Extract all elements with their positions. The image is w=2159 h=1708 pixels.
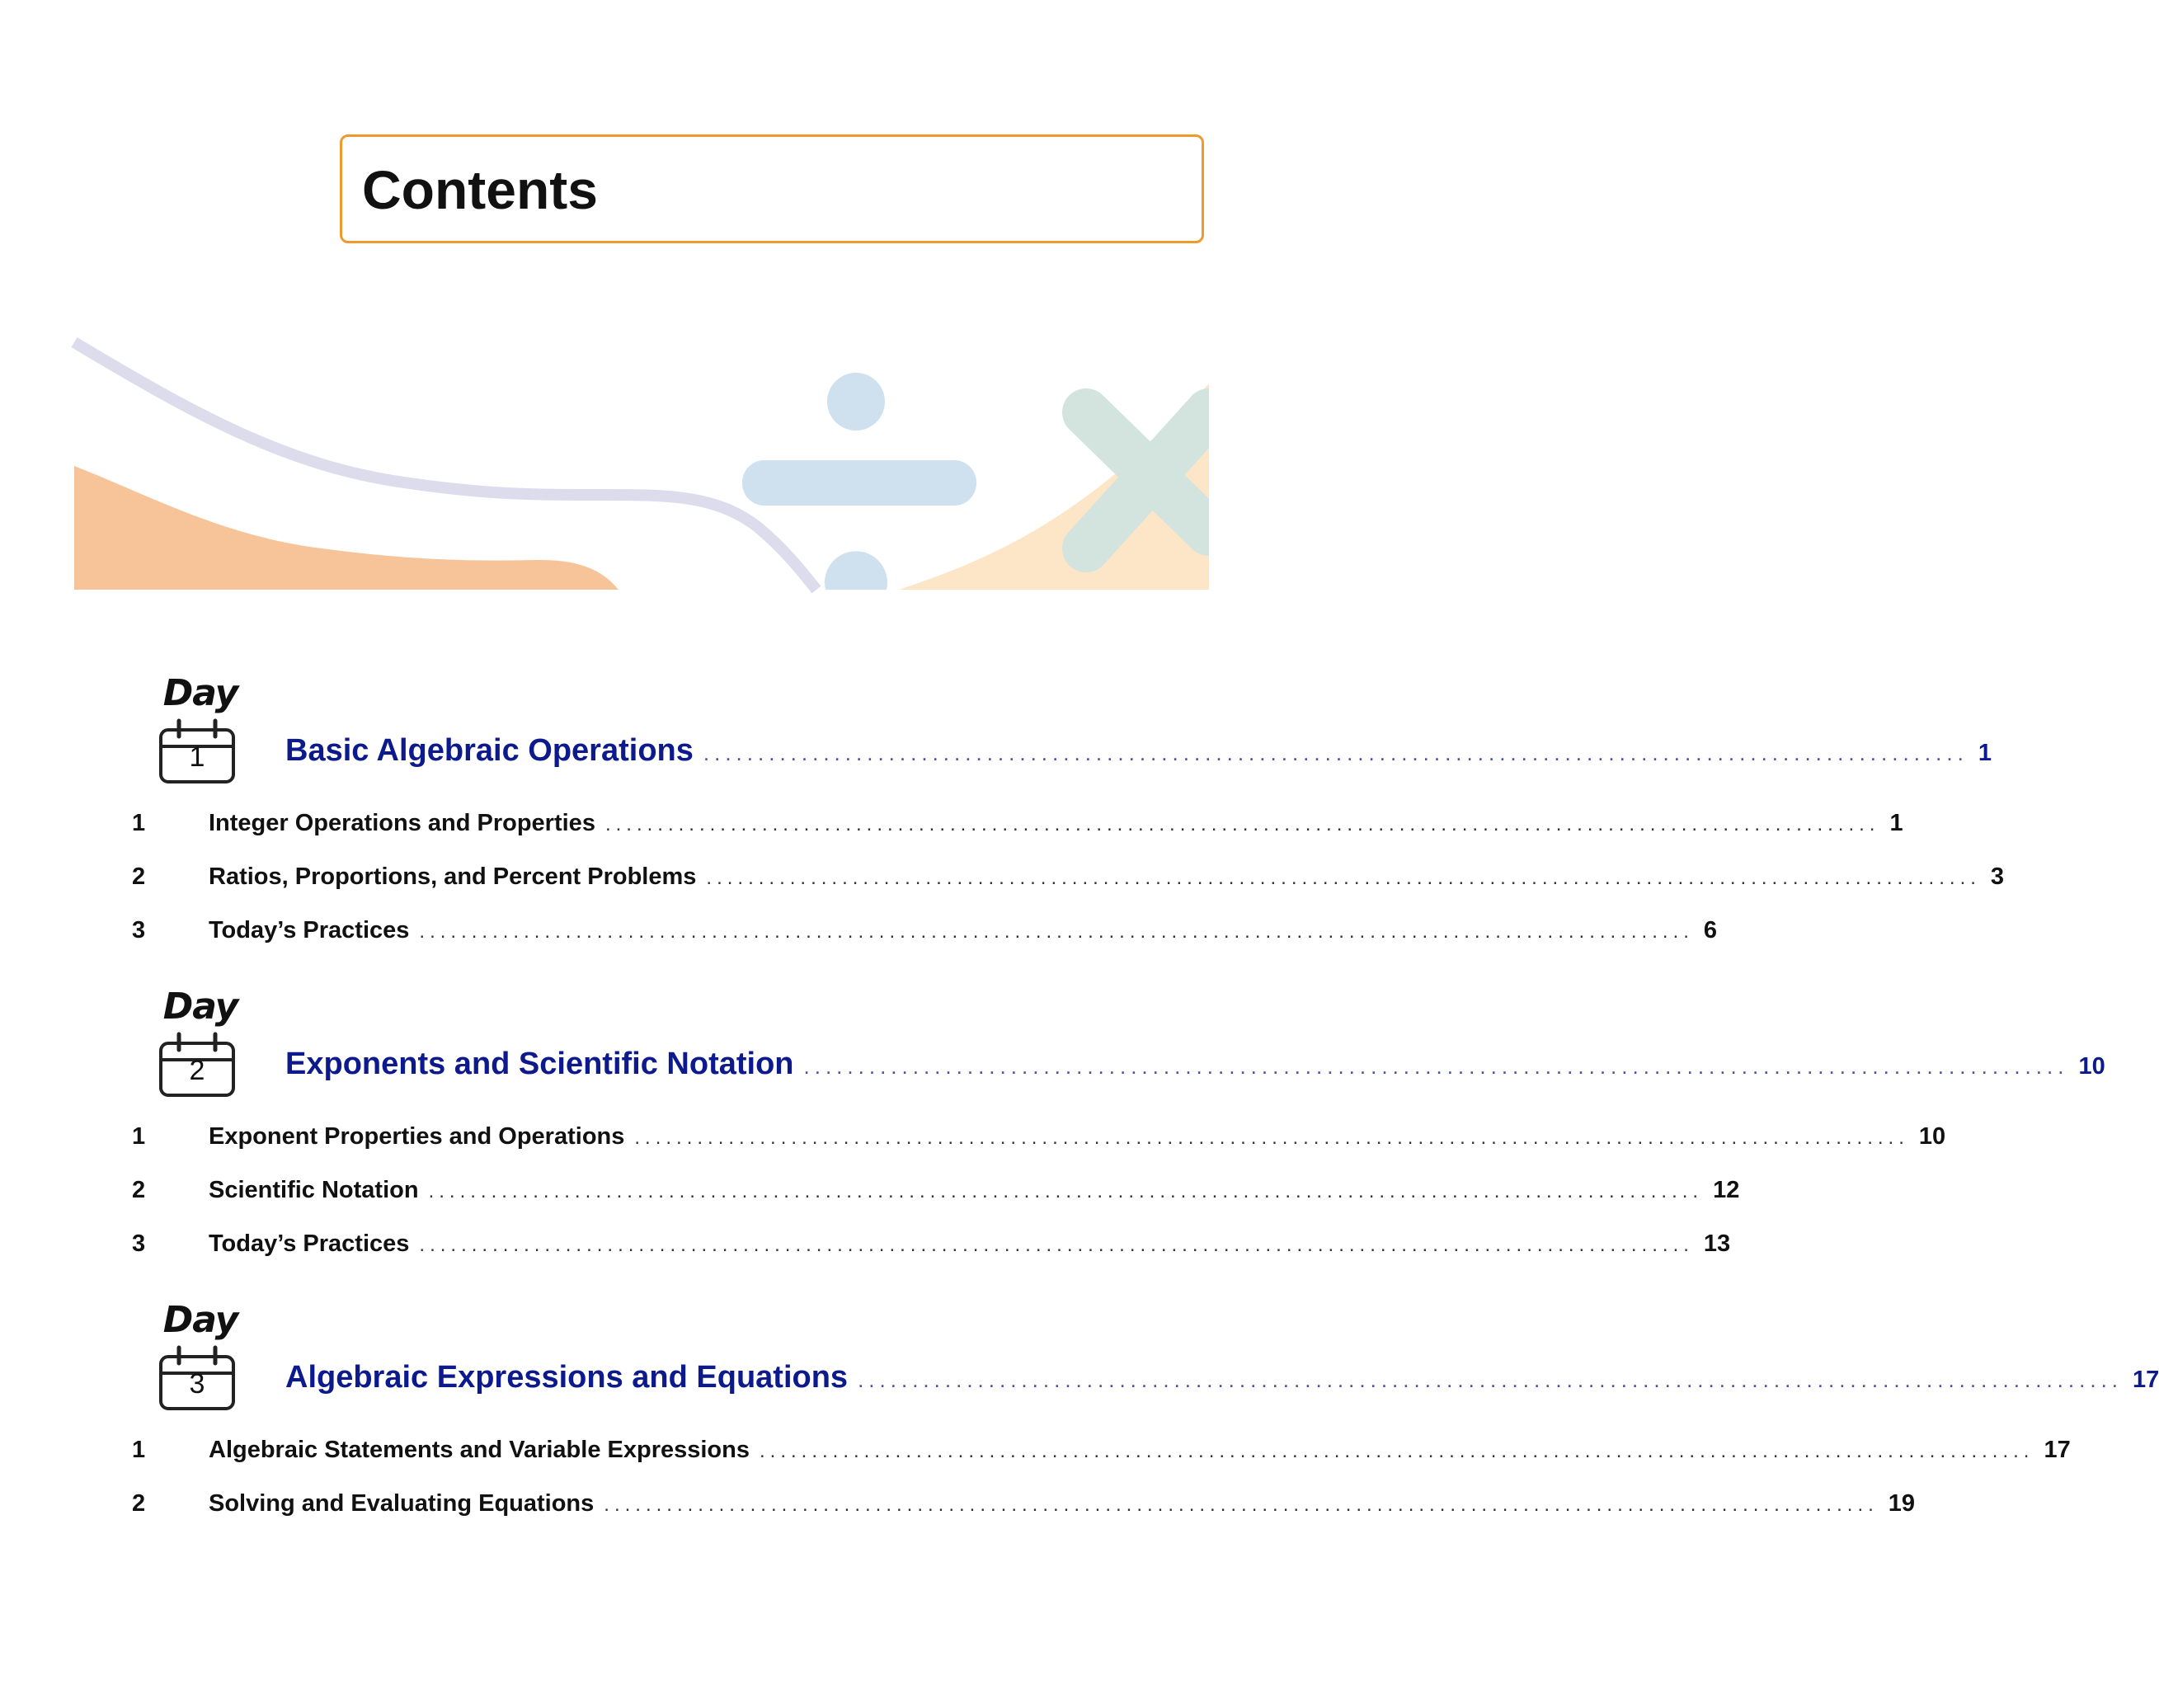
page-title: Contents (362, 159, 598, 220)
leader-dots: .......................................................................................................................... (706, 867, 1981, 889)
entry-number: 2 (132, 863, 146, 890)
entry-label: Ratios, Proportions, and Percent Problems (209, 863, 697, 890)
divide-dot-bottom-icon (825, 551, 887, 590)
entry-label: Scientific Notation (209, 1177, 419, 1203)
leader-dots: .......................................................................................................................... (604, 1494, 1879, 1516)
decorative-math-banner (74, 326, 1209, 590)
entry-number: 2 (132, 1177, 146, 1203)
leader-dots: .................................................................................................................... (858, 1367, 2124, 1392)
leader-dots: .......................................................................................................................... (604, 813, 1880, 835)
page-number: 1 (1889, 810, 1903, 836)
banner-right-clip (1209, 326, 1242, 590)
page-number: 13 (1703, 1230, 1731, 1257)
day-label: Day (162, 672, 238, 714)
entry-label: Solving and Evaluating Equations (209, 1490, 595, 1517)
heading-label: Algebraic Expressions and Equations (285, 1360, 849, 1395)
entry-label: Today’s Practices (209, 917, 410, 943)
entry-label: Today’s Practices (209, 1230, 410, 1257)
day-label: Day (162, 986, 238, 1028)
leader-dots: .......................................................................................................................... (428, 1180, 1704, 1202)
entry-label: Integer Operations and Properties (209, 810, 595, 836)
heading-label: Basic Algebraic Operations (285, 733, 694, 768)
banner-orange-wave (74, 466, 619, 590)
page-number: 3 (1990, 863, 2005, 890)
page-number: 19 (1888, 1490, 1916, 1517)
entry-number: 1 (132, 1437, 146, 1463)
leader-dots: .................................................................................................................... (703, 741, 1968, 765)
entry-number: 3 (132, 917, 146, 943)
day-label: Day (162, 1299, 238, 1341)
day-number: 1 (189, 741, 205, 773)
day-badge (158, 986, 242, 1093)
day-badge (158, 1299, 242, 1406)
page-number: 10 (2078, 1053, 2105, 1080)
entry-number: 1 (132, 1123, 146, 1150)
entry-label: Algebraic Statements and Variable Expressions (209, 1437, 750, 1463)
contents-title-box (340, 134, 1204, 243)
page-number: 12 (1713, 1177, 1740, 1203)
page-number: 6 (1703, 917, 1718, 943)
day-badge (158, 672, 242, 779)
leader-dots: .......................................................................................................................... (419, 920, 1694, 943)
page-number: 17 (2133, 1367, 2159, 1393)
leader-dots: .................................................................................................................... (803, 1054, 2069, 1079)
heading-label: Exponents and Scientific Notation (285, 1047, 794, 1081)
entry-number: 2 (132, 1490, 146, 1517)
leader-dots: .......................................................................................................................... (634, 1127, 1909, 1149)
entry-number: 1 (132, 810, 146, 836)
page-number: 17 (2044, 1437, 2071, 1463)
divide-bar-icon (742, 460, 976, 506)
page-number: 10 (1918, 1123, 1946, 1150)
divide-dot-top-icon (827, 373, 885, 431)
leader-dots: .......................................................................................................................... (759, 1440, 2034, 1462)
day-number: 2 (189, 1055, 205, 1086)
page-number: 1 (1978, 740, 1992, 766)
entry-number: 3 (132, 1230, 146, 1257)
day-number: 3 (189, 1368, 205, 1400)
entry-label: Exponent Properties and Operations (209, 1123, 625, 1150)
leader-dots: .......................................................................................................................... (419, 1234, 1694, 1256)
